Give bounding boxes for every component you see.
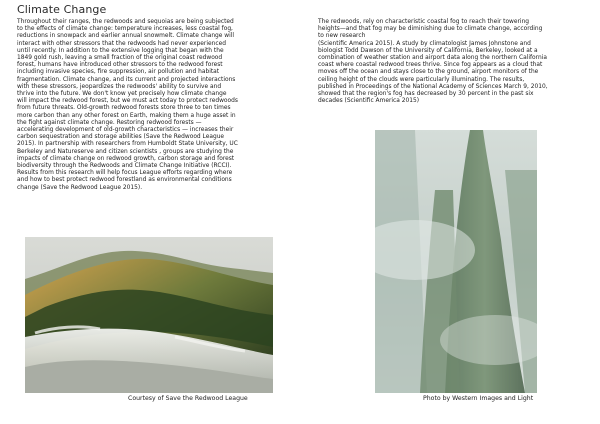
foggy-redwoods-photo	[375, 130, 537, 393]
photo-caption-right: Photo by Western Images and Light	[423, 395, 534, 402]
body-text-right: The redwoods, rely on characteristic coastal fog to reach their towering heights—and that fog may be diminishing due to climate change, according to new research (Scientific America 2015). A study by climatologist James Johnstone and biologist Todd Dawson of the University of California, Berkeley, looked at a combination of weather station and airport data along the northern California coast where coastal redwood trees thrive. Since fog appears as a cloud that moves off the ocean and stays close to the ground, airport monitors of the ceiling height of the clouds were particularly illuminating. The results, published in Proceedings of the National Academy of Sciences March 9, 2010, showed that the region's fog has decreased by 30 percent in the past six decades (Scientific America 2015)	[318, 19, 548, 105]
page-title: Climate Change	[17, 3, 107, 16]
aerial-forest-photo	[25, 237, 273, 393]
body-text-left: Throughout their ranges, the redwoods and sequoias are being subjected to the effects of climate change: temperature increases, less coastal fog, reductions in snowpack and earlier annual snowmelt. Climate change will interact with other stressors that the redwoods had never experienced until recently. In addition to the extensive logging that began with the 1849 gold rush, leaving a small fraction of the original coast redwood forest, humans have introduced other stressors to the redwood forest including invasive species, fire suppression, air pollution and habitat fragmentation. Climate change, and its current and projected interactions with these stressors, jeopardizes the redwoods' ability to survive and thrive into the future. We don't know yet precisely how climate change will impact the redwood forest, but we must act today to protect redwoods from future threats. Old-growth redwood forests store three to ten times more carbon than any other forest on Earth, making them a huge asset in the fight against climate change. Restoring redwood forests — accelerating development of old-growth characteristics — increases their carbon sequestration and storage abilities (Save the Redwood League 2015). In partnership with researchers from Humboldt State University, UC Berkeley and Natureserve and citizen scientists , groups are studying the impacts of climate change on redwood growth, carbon storage and forest biodiversity through the Redwoods and Climate Change Initiative (RCCI). Results from this research will help focus League efforts regarding where and how to best protect redwood forestland as environmental conditions change (Save the Redwood League 2015).	[17, 19, 238, 191]
photo-caption-left: Courtesy of Save the Redwood League	[128, 395, 248, 402]
